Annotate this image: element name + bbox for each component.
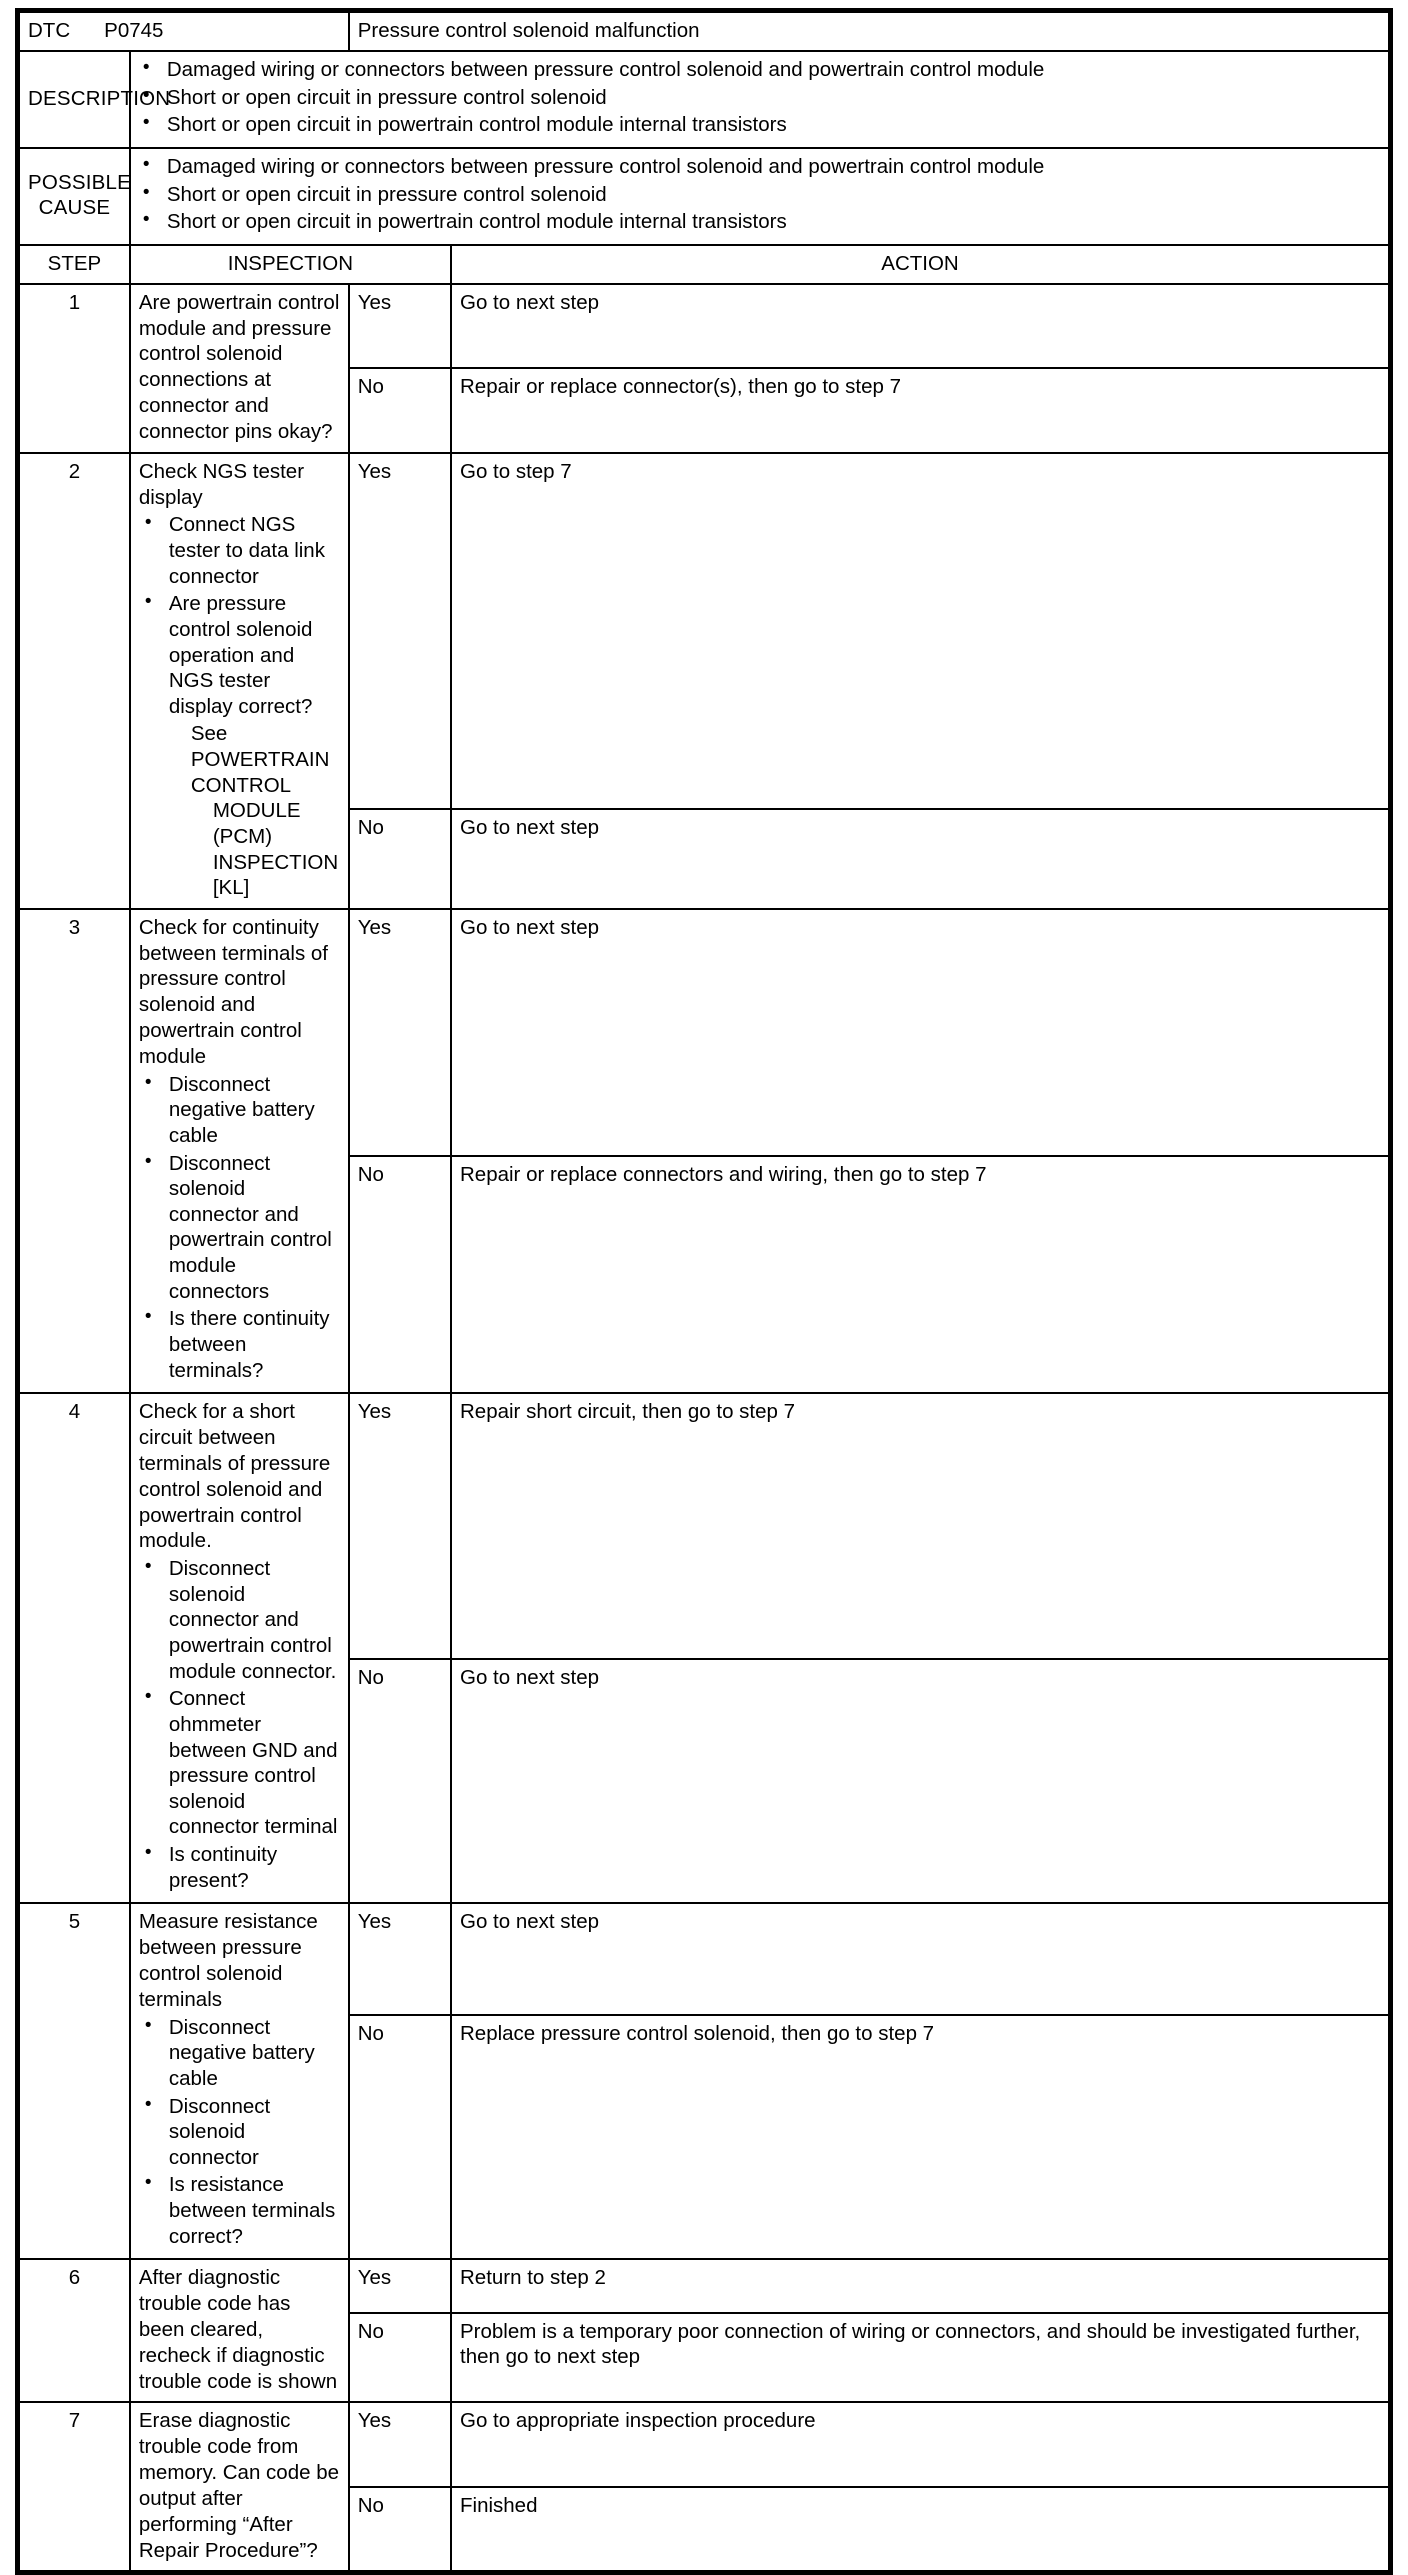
description-list <box>139 57 1380 138</box>
answer-yes-label: Yes <box>349 284 451 368</box>
table-row <box>19 2402 1389 2486</box>
list-item: • Disconnect negative battery cable <box>167 2015 340 2092</box>
list-item: • Disconnect solenoid connector <box>167 2094 340 2171</box>
dtc-header-row <box>19 12 1389 51</box>
answer-yes-label: Yes <box>349 1903 451 2015</box>
action-no: Go to next step <box>451 1659 1389 1903</box>
list-item: • Disconnect negative battery cable <box>167 1072 340 1149</box>
table-row <box>19 453 1389 809</box>
possible-cause-list <box>139 154 1380 235</box>
step-inspection <box>130 2259 349 2402</box>
description-row <box>19 51 1389 148</box>
action-no: Problem is a temporary poor connection of wiring or connectors, and should be investigated further, then go to next step <box>451 2313 1389 2402</box>
action-yes: Go to next step <box>451 284 1389 368</box>
inspection-lead: Measure resistance between pressure control solenoid terminals <box>138 1910 318 2011</box>
table-row <box>19 1903 1389 2015</box>
list-item: • Damaged wiring or connectors between pressure control solenoid and powertrain control module <box>165 154 1380 180</box>
inspection-bullets <box>139 512 340 719</box>
answer-no-label: No <box>349 809 451 909</box>
action-yes: Go to appropriate inspection procedure <box>451 2402 1389 2486</box>
answer-yes-label: Yes <box>349 2402 451 2486</box>
inspection-bullets <box>139 2015 340 2250</box>
answer-no-label: No <box>349 2487 451 2571</box>
action-no: Repair or replace connector(s), then go to step 7 <box>451 368 1389 452</box>
answer-yes-label: Yes <box>349 453 451 809</box>
inspection-lead: Are powertrain control module and pressure control solenoid connections at connector and connector pins okay? <box>138 290 340 443</box>
step-inspection <box>130 453 349 909</box>
step-inspection <box>130 1393 349 1903</box>
dtc-title-cell: Pressure control solenoid malfunction <box>349 12 1389 51</box>
dtc-label-text: DTC <box>28 19 71 42</box>
action-yes: Go to next step <box>451 909 1389 1156</box>
inspection-lead: Erase diagnostic trouble code from memory. Can code be output after performing “After Repair Procedure”? <box>138 2409 339 2562</box>
list-item: • Is continuity present? <box>167 1842 340 1893</box>
action-no: Finished <box>451 2487 1389 2571</box>
dtc-troubleshooting-sheet <box>15 8 1393 2575</box>
inspection-note-line2: MODULE (PCM) INSPECTION [KL] <box>212 799 339 900</box>
description-content <box>130 51 1389 148</box>
column-header-inspection: INSPECTION <box>130 245 451 284</box>
step-number: 6 <box>19 2259 130 2402</box>
table-row <box>19 1393 1389 1659</box>
step-number: 2 <box>19 453 130 909</box>
action-yes: Repair short circuit, then go to step 7 <box>451 1393 1389 1659</box>
inspection-note-line1: See POWERTRAIN CONTROL <box>190 722 330 797</box>
dtc-code-text: P0745 <box>104 19 164 42</box>
list-item: • Short or open circuit in powertrain control module internal transistors <box>165 209 1380 235</box>
list-item: • Is there continuity between terminals? <box>167 1306 340 1383</box>
action-no: Replace pressure control solenoid, then go to step 7 <box>451 2015 1389 2259</box>
inspection-lead: Check for continuity between terminals of pressure control solenoid and powertrain control module <box>138 915 328 1068</box>
dtc-table <box>18 11 1390 2572</box>
inspection-lead: Check for a short circuit between terminals of pressure control solenoid and powertrain control module. <box>138 1400 331 1553</box>
list-item: • Are pressure control solenoid operation and NGS tester display correct? <box>167 591 340 719</box>
list-item: • Short or open circuit in pressure control solenoid <box>165 85 1380 111</box>
step-number: 4 <box>19 1393 130 1903</box>
step-inspection <box>130 2402 349 2571</box>
action-no: Repair or replace connectors and wiring, then go to step 7 <box>451 1156 1389 1394</box>
step-number: 3 <box>19 909 130 1393</box>
answer-yes-label: Yes <box>349 1393 451 1659</box>
possible-cause-content <box>130 148 1389 245</box>
step-inspection <box>130 284 349 453</box>
answer-no-label: No <box>349 2313 451 2402</box>
list-item: • Damaged wiring or connectors between pressure control solenoid and powertrain control module <box>165 57 1380 83</box>
step-number: 5 <box>19 1903 130 2259</box>
answer-no-label: No <box>349 2015 451 2259</box>
column-header-action: ACTION <box>451 245 1389 284</box>
table-row <box>19 284 1389 368</box>
inspection-note <box>139 721 340 900</box>
step-number: 7 <box>19 2402 130 2571</box>
dtc-code-cell <box>19 12 349 51</box>
step-number: 1 <box>19 284 130 453</box>
list-item: • Short or open circuit in pressure control solenoid <box>165 182 1380 208</box>
answer-yes-label: Yes <box>349 909 451 1156</box>
column-header-step: STEP <box>19 245 130 284</box>
answer-yes-label: Yes <box>349 2259 451 2313</box>
inspection-lead: Check NGS tester display <box>138 459 305 509</box>
answer-no-label: No <box>349 1156 451 1394</box>
action-no: Go to next step <box>451 809 1389 909</box>
inspection-bullets <box>139 1072 340 1384</box>
list-item: • Disconnect solenoid connector and powertrain control module connector. <box>167 1556 340 1684</box>
answer-no-label: No <box>349 1659 451 1903</box>
step-inspection <box>130 1903 349 2259</box>
action-yes: Return to step 2 <box>451 2259 1389 2313</box>
list-item: • Connect NGS tester to data link connector <box>167 512 340 589</box>
table-row <box>19 909 1389 1156</box>
possible-cause-label: POSSIBLE CAUSE <box>19 148 130 245</box>
action-yes: Go to step 7 <box>451 453 1389 809</box>
step-inspection <box>130 909 349 1393</box>
inspection-lead: After diagnostic trouble code has been cleared, recheck if diagnostic trouble code is shown <box>138 2266 338 2393</box>
column-header-row <box>19 245 1389 284</box>
list-item: • Disconnect solenoid connector and powertrain control module connectors <box>167 1151 340 1305</box>
inspection-bullets <box>139 1556 340 1893</box>
possible-cause-row <box>19 148 1389 245</box>
table-row <box>19 2259 1389 2313</box>
list-item: • Is resistance between terminals correct? <box>167 2172 340 2249</box>
answer-no-label: No <box>349 368 451 452</box>
list-item: • Short or open circuit in powertrain control module internal transistors <box>165 112 1380 138</box>
list-item: • Connect ohmmeter between GND and pressure control solenoid connector terminal <box>167 1686 340 1840</box>
action-yes: Go to next step <box>451 1903 1389 2015</box>
description-label: DESCRIPTION <box>19 51 130 148</box>
